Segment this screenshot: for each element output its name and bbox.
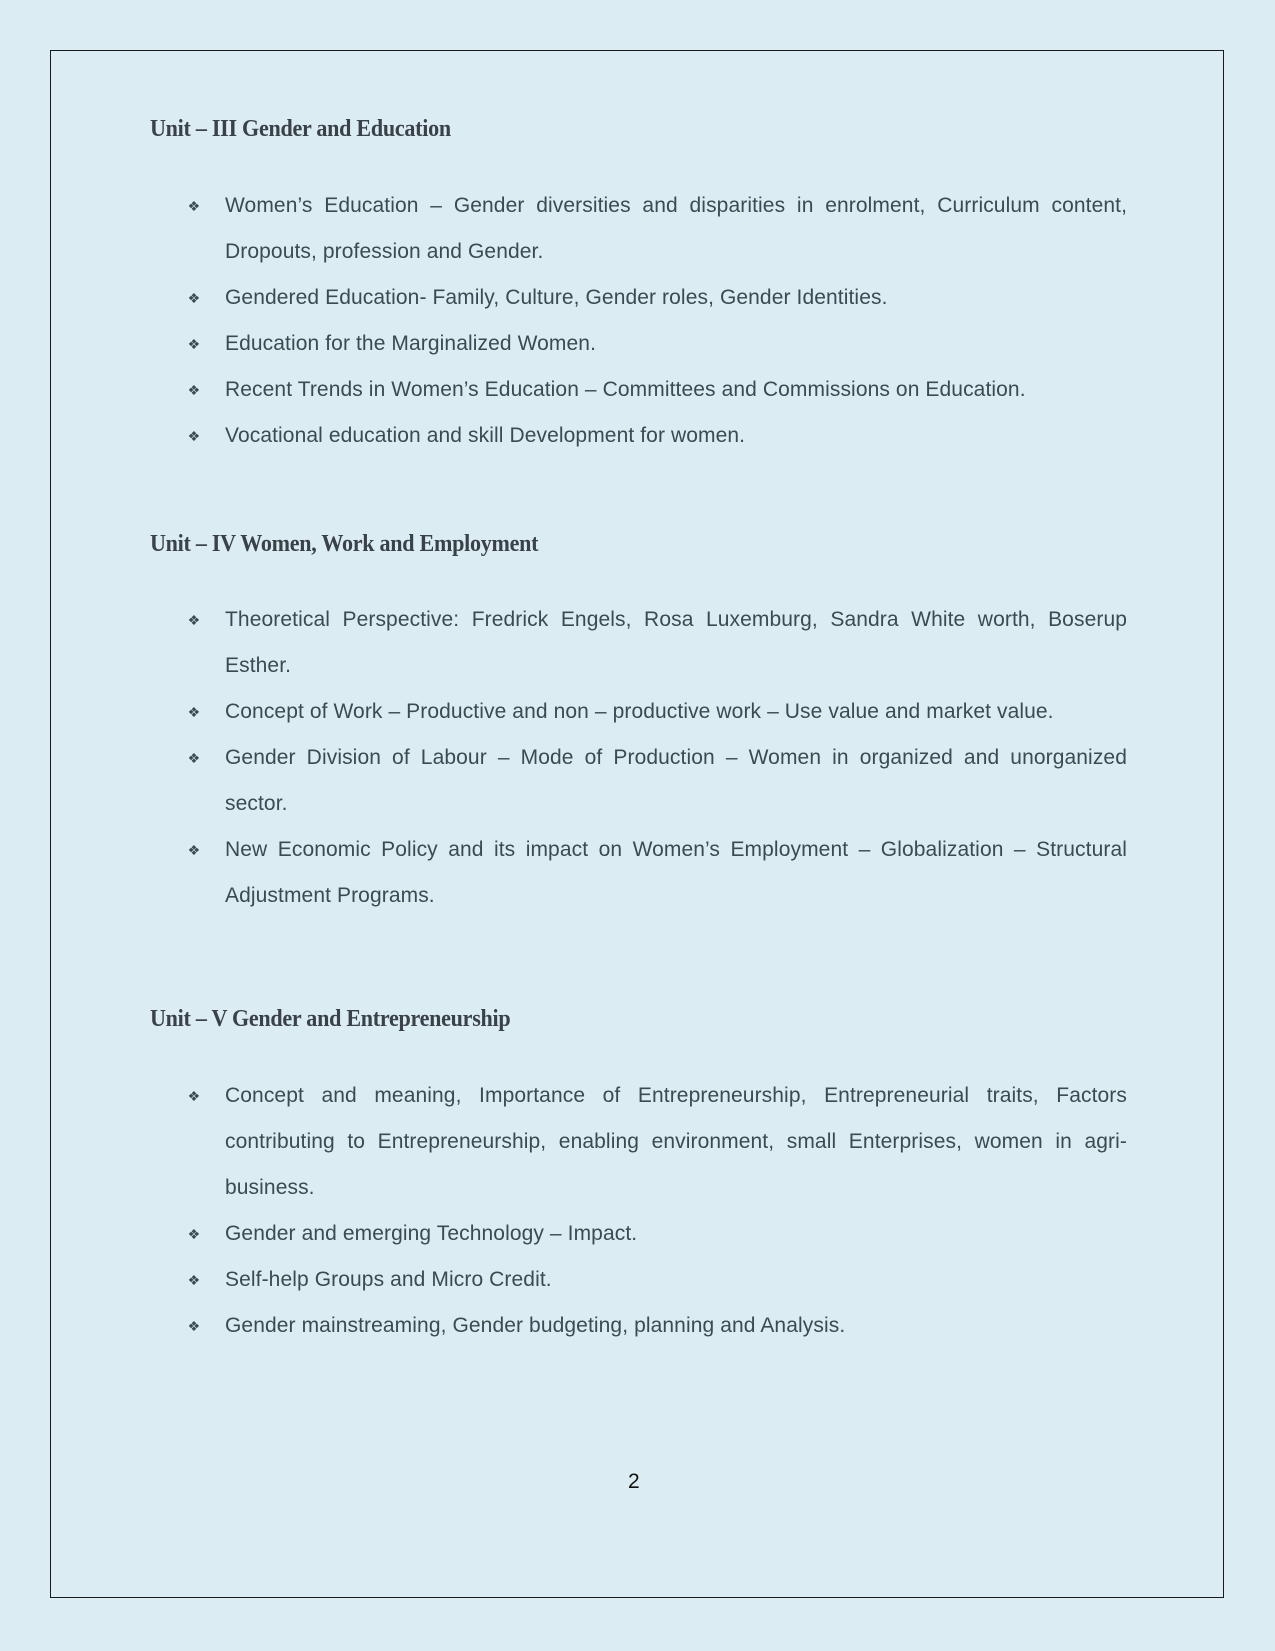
list-item: ❖ Women’s Education – Gender diversities and disparities in enrolment, Curriculum content, Dropouts, profession and Gender. [197, 183, 1127, 275]
unit-4-topic-list [187, 597, 1127, 919]
diamond-bullet-icon: ❖ [187, 336, 201, 352]
list-item: ❖ Gender Division of Labour – Mode of Production – Women in organized and unorganized sector. [197, 735, 1127, 827]
list-item: ❖ Gender and emerging Technology – Impact. [197, 1211, 1127, 1257]
diamond-bullet-icon: ❖ [187, 428, 201, 444]
section-heading-unit-4: Unit – IV Women, Work and Employment [150, 531, 539, 557]
list-item: ❖ Concept of Work – Productive and non – productive work – Use value and market value. [197, 689, 1127, 735]
diamond-bullet-icon: ❖ [187, 290, 201, 306]
list-item: ❖ Self-help Groups and Micro Credit. [197, 1257, 1127, 1303]
unit-5-topic-list [187, 1073, 1127, 1349]
diamond-bullet-icon: ❖ [187, 1226, 201, 1242]
section-heading-unit-5: Unit – V Gender and Entrepreneurship [150, 1006, 511, 1032]
diamond-bullet-icon: ❖ [187, 1272, 201, 1288]
diamond-bullet-icon: ❖ [187, 1318, 201, 1334]
diamond-bullet-icon: ❖ [187, 382, 201, 398]
list-item: ❖ Recent Trends in Women’s Education – Committees and Commissions on Education. [197, 367, 1127, 413]
list-item: ❖ Theoretical Perspective: Fredrick Engels, Rosa Luxemburg, Sandra White worth, Boserup Esther. [197, 597, 1127, 689]
page-number: 2 [628, 1470, 640, 1493]
diamond-bullet-icon: ❖ [187, 1088, 201, 1104]
diamond-bullet-icon: ❖ [187, 842, 201, 858]
list-item: ❖ Education for the Marginalized Women. [197, 321, 1127, 367]
list-item: ❖ New Economic Policy and its impact on Women’s Employment – Globalization – Structural Adjustment Programs. [197, 827, 1127, 919]
list-item: ❖ Gendered Education- Family, Culture, Gender roles, Gender Identities. [197, 275, 1127, 321]
diamond-bullet-icon: ❖ [187, 198, 201, 214]
diamond-bullet-icon: ❖ [187, 612, 201, 628]
section-heading-unit-3: Unit – III Gender and Education [150, 116, 451, 142]
list-item: ❖ Vocational education and skill Development for women. [197, 413, 1127, 459]
unit-3-topic-list [187, 183, 1127, 459]
diamond-bullet-icon: ❖ [187, 750, 201, 766]
list-item: ❖ Gender mainstreaming, Gender budgeting, planning and Analysis. [197, 1303, 1127, 1349]
diamond-bullet-icon: ❖ [187, 704, 201, 720]
list-item: ❖ Concept and meaning, Importance of Entrepreneurship, Entrepreneurial traits, Factors contributing to Entrepreneurship, enabling environment, small Enterprises, women in agri-business. [197, 1073, 1127, 1211]
